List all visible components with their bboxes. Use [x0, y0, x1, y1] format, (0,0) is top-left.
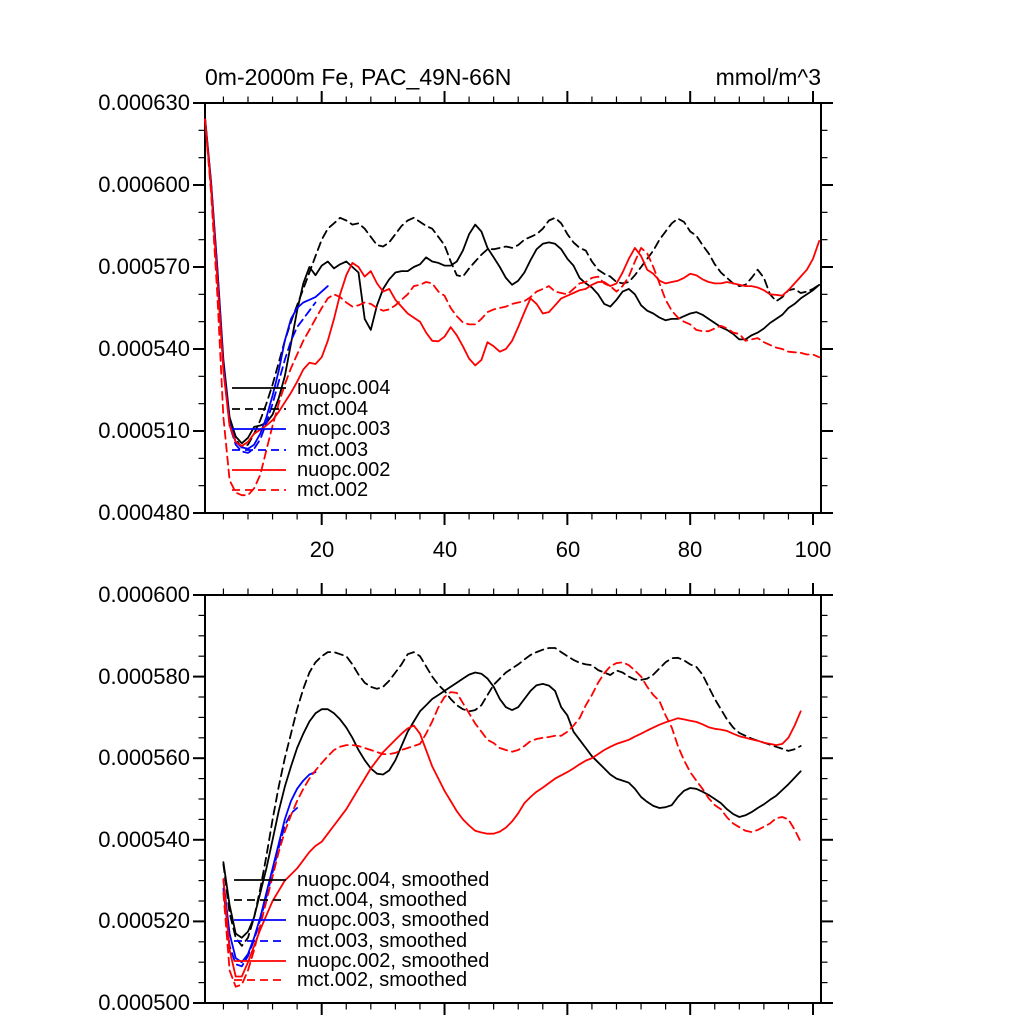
bottom-y-tick-label-3: 0.000540	[98, 827, 190, 852]
top-legend-label-nuopc002: nuopc.002	[297, 459, 391, 481]
top-x-tick-label-60: 60	[555, 537, 581, 562]
bottom-y-tick-label-0: 0.000600	[98, 582, 190, 607]
bottom-legend-label-nuopc004: nuopc.004, smoothed	[297, 869, 490, 891]
top-x-tick-label-20: 20	[309, 537, 335, 562]
top-x-tick-label-100: 100	[794, 537, 832, 562]
top-y-tick-label-0: 0.000630	[98, 90, 190, 115]
bottom-y-tick-label-2: 0.000560	[98, 745, 190, 770]
bottom-legend-label-mct002: mct.002, smoothed	[297, 969, 468, 991]
top-y-tick-label-2: 0.000570	[98, 254, 190, 279]
bottom-y-tick-label-1: 0.000580	[98, 664, 190, 689]
top-legend-label-nuopc003: nuopc.003	[297, 418, 391, 440]
top-legend-label-mct004: mct.004	[297, 398, 369, 420]
top-x-tick-label-80: 80	[677, 537, 703, 562]
top-legend-label-mct002: mct.002	[297, 479, 369, 501]
bottom-y-tick-label-4: 0.000520	[98, 908, 190, 933]
top-x-tick-label-40: 40	[432, 537, 458, 562]
top-chart-units-label: mmol/m^3	[715, 64, 821, 90]
top-y-tick-label-4: 0.000510	[98, 418, 190, 443]
top-y-tick-label-1: 0.000600	[98, 172, 190, 197]
bottom-legend-label-mct003: mct.003, smoothed	[297, 930, 468, 952]
bottom-legend-label-mct004: mct.004, smoothed	[297, 889, 468, 911]
top-chart-title: 0m-2000m Fe, PAC_49N-66N	[205, 64, 512, 90]
top-y-tick-label-5: 0.000480	[98, 500, 190, 525]
top-y-tick-label-3: 0.000540	[98, 336, 190, 361]
top-legend-label-mct003: mct.003	[297, 439, 369, 461]
bottom-legend-label-nuopc002: nuopc.002, smoothed	[297, 950, 490, 972]
top-legend-label-nuopc004: nuopc.004	[297, 377, 391, 399]
bottom-legend-label-nuopc003: nuopc.003, smoothed	[297, 909, 490, 931]
bottom-y-tick-label-5: 0.000500	[98, 990, 190, 1015]
